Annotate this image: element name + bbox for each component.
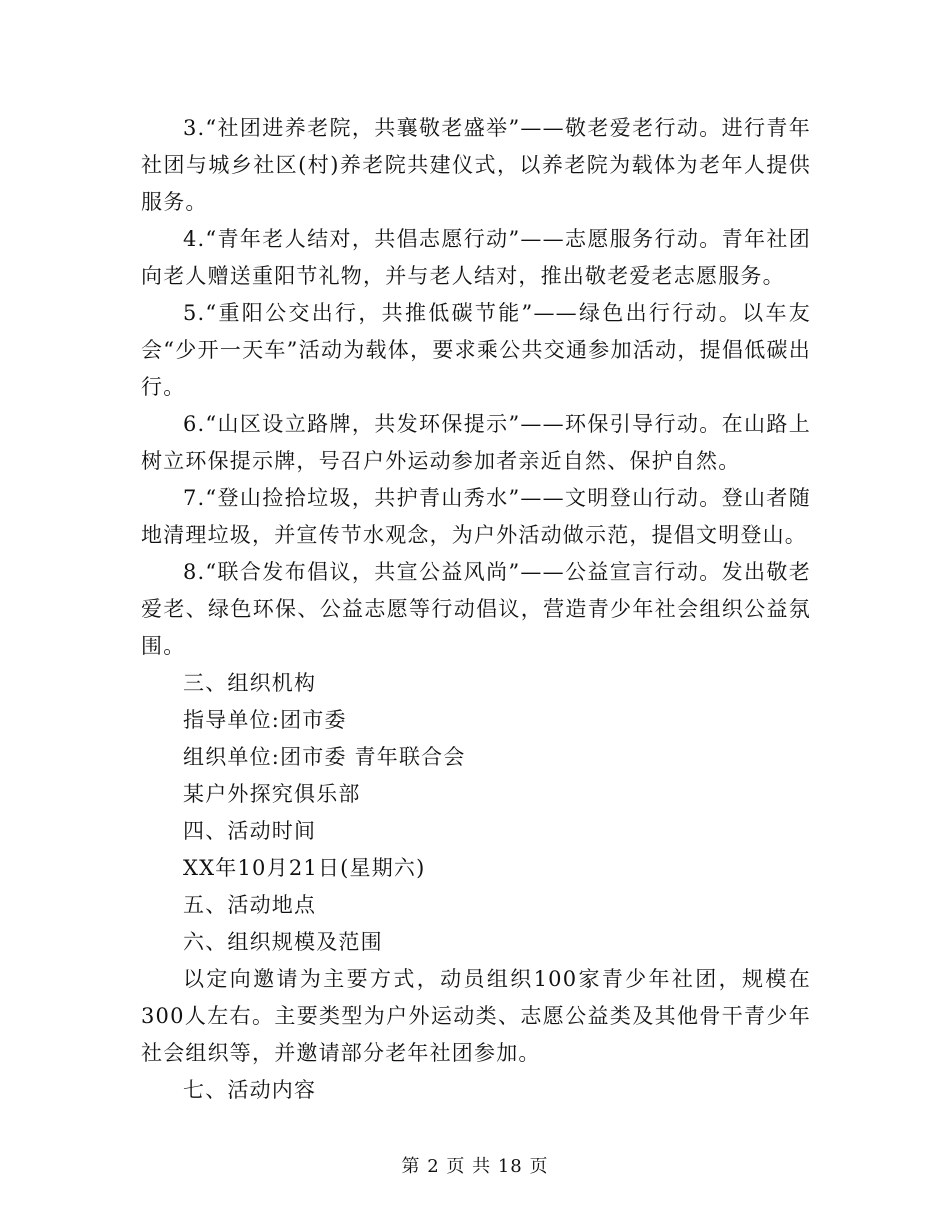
item-6-paragraph: 6.“山区设立路牌，共发环保提示”——环保引导行动。在山路上树立环保提示牌，号召户外运动参加者亲近自然、保护自然。 [141, 412, 811, 473]
scale-paragraph: 以定向邀请为主要方式，动员组织100家青少年社团，规模在300人左右。主要类型为户外运动类、志愿公益类及其他骨干青少年社会组织等，并邀请部分老年社团参加。 [141, 967, 811, 1065]
page-number-footer: 第 2 页 共 18 页 [401, 1156, 549, 1177]
item-5-paragraph: 5.“重阳公交出行，共推低碳节能”——绿色出行行动。以车友会“少开一天车”活动为载体，要求乘公共交通参加活动，提倡低碳出行。 [141, 301, 811, 399]
section-content-heading: 七、活动内容 [183, 1078, 317, 1102]
section-time-heading: 四、活动时间 [183, 819, 317, 843]
guide-unit-line: 指导单位:团市委 [183, 708, 347, 732]
section-scale-heading: 六、组织规模及范围 [183, 930, 383, 954]
activity-date-line: XX年10月21日(星期六) [183, 856, 426, 880]
section-org-heading: 三、组织机构 [183, 671, 317, 695]
item-7-paragraph: 7.“登山捡拾垃圾，共护青山秀水”——文明登山行动。登山者随地清理垃圾，并宣传节水观念，为户外活动做示范，提倡文明登山。 [141, 486, 811, 547]
organizer-line: 组织单位:团市委 青年联合会 [183, 745, 466, 769]
item-8-paragraph: 8.“联合发布倡议，共宣公益风尚”——公益宣言行动。发出敬老爱老、绿色环保、公益志愿等行动倡议，营造青少年社会组织公益氛围。 [141, 560, 811, 658]
document-body [141, 110, 811, 1109]
item-3-paragraph: 3.“社团进养老院，共襄敬老盛举”——敬老爱老行动。进行青年社团与城乡社区(村)养老院共建仪式，以养老院为载体为老年人提供服务。 [141, 116, 811, 214]
section-place-heading: 五、活动地点 [183, 893, 317, 917]
club-line: 某户外探究俱乐部 [183, 782, 361, 806]
item-4-paragraph: 4.“青年老人结对，共倡志愿行动”——志愿服务行动。青年社团向老人赠送重阳节礼物，并与老人结对，推出敬老爱老志愿服务。 [141, 227, 811, 288]
